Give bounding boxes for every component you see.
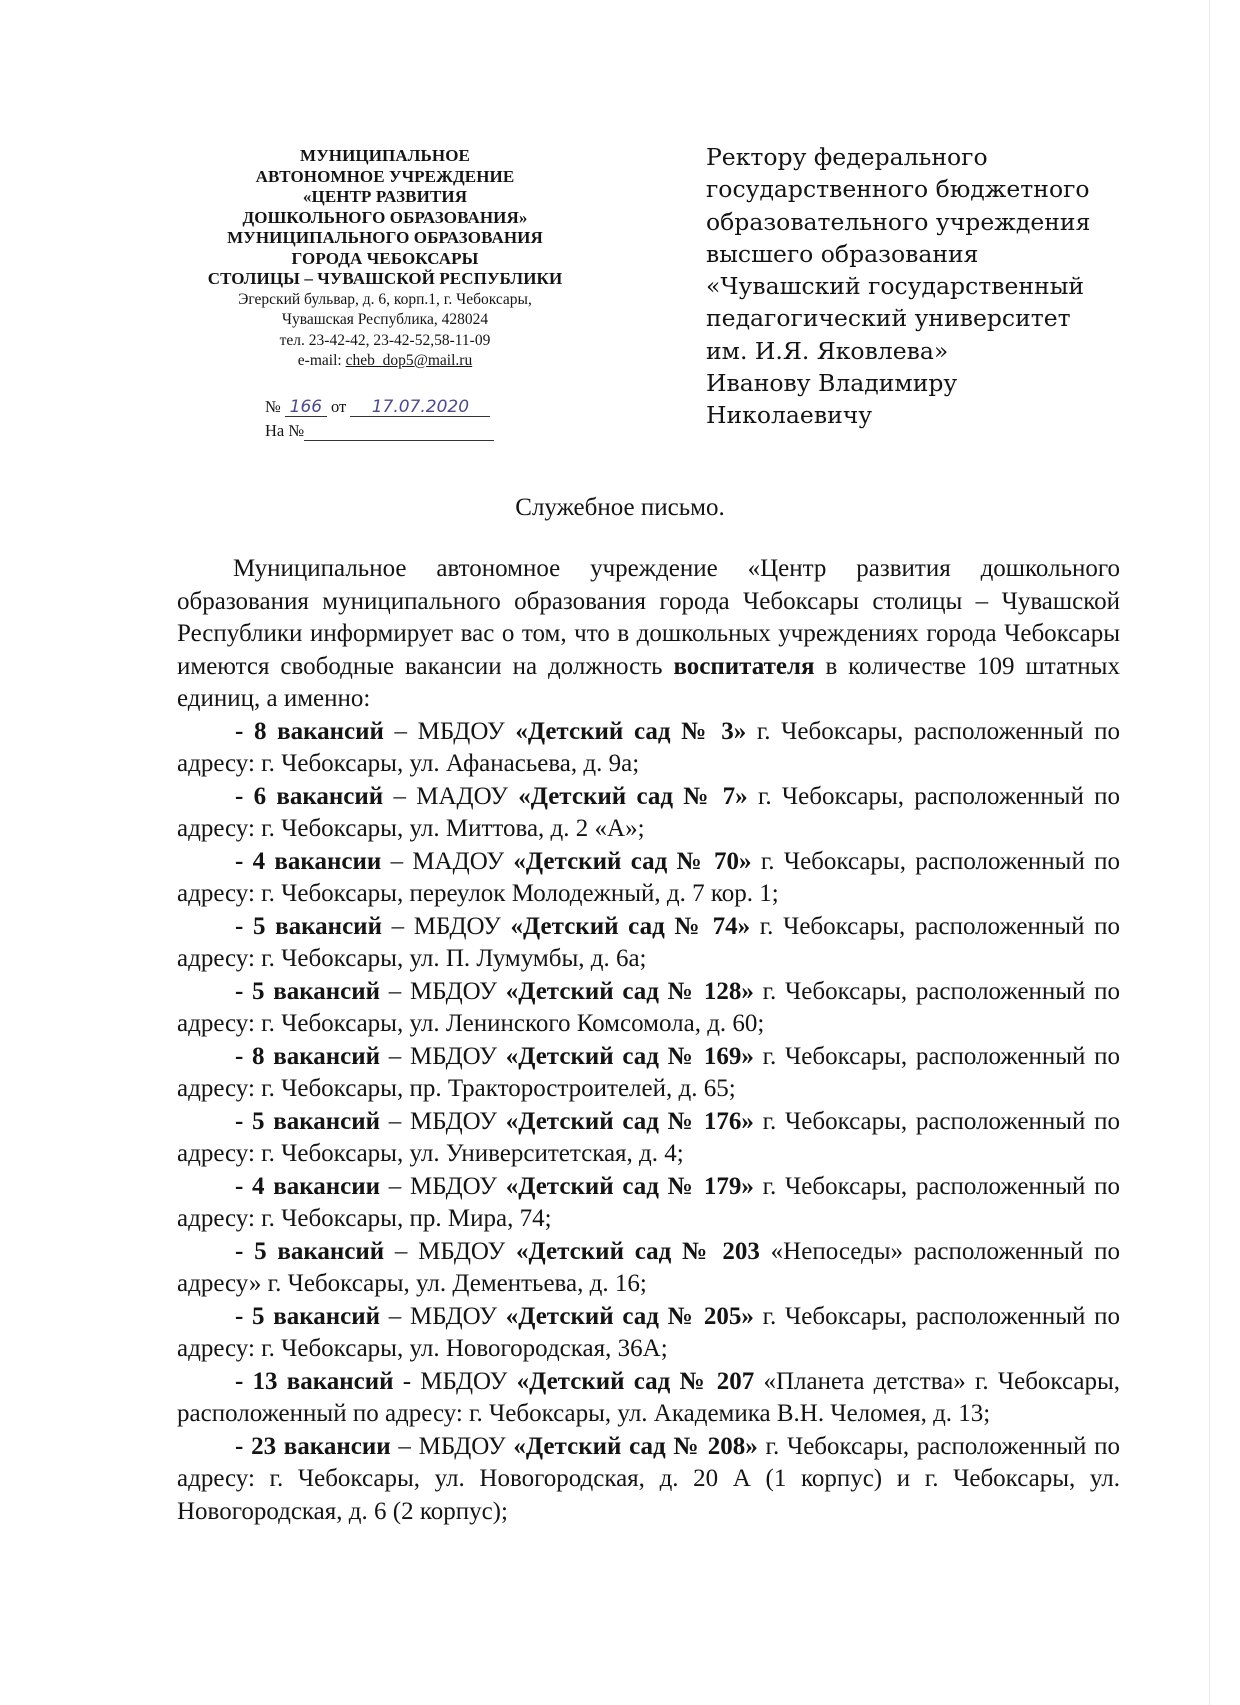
vacancy-item — [177, 846, 1120, 911]
ref-label: На № — [265, 421, 305, 440]
reg-date-label: от — [331, 397, 347, 416]
vacancy-name: «Детский сад № 179» — [505, 1172, 754, 1200]
addressee-line-5: «Чувашский государственный — [706, 272, 1085, 301]
vacancy-count: - 4 вакансии — [235, 847, 382, 875]
vacancy-name: «Детский сад № 205» — [505, 1302, 754, 1330]
vacancy-type: – МБДОУ — [380, 1107, 506, 1135]
sender-org-line-3: «ЦЕНТР РАЗВИТИЯ — [302, 187, 468, 206]
vacancy-address: г. Чебоксары, расположенный по адресу: г. Чебоксары, пр. Мира, 74; — [177, 1172, 1120, 1232]
vacancy-address: г. Чебоксары, расположенный по адресу: г. Чебоксары, переулок Молодежный, д. 7 кор. 1; — [177, 847, 1121, 907]
sender-email-label: e-mail: — [297, 352, 346, 369]
vacancy-address: г. Чебоксары, расположенный по адресу: г. Чебоксары, ул. Миттова, д. 2 «А»; — [177, 782, 1120, 842]
vacancy-type: – МБДОУ — [383, 717, 516, 745]
vacancy-count: - 8 вакансий — [235, 717, 384, 745]
vacancy-address: «Планета детства» г. Чебоксары, расположенный по адресу: г. Чебоксары, ул. Академика В.Н. Челомея, д. 13; — [177, 1367, 1120, 1427]
vacancy-address: г. Чебоксары, расположенный по адресу: г. Чебоксары, ул. Новогородская, 36А; — [177, 1302, 1120, 1362]
addressee-line-9: Николаевичу — [706, 401, 873, 430]
sender-address-line-2: Чувашская Республика, 428024 — [281, 311, 489, 328]
vacancy-count: - 23 вакансии — [235, 1432, 391, 1460]
vacancy-item — [177, 1171, 1120, 1236]
vacancy-address: г. Чебоксары, расположенный по адресу: г. Чебоксары, ул. П. Лумумбы, д. 6а; — [177, 912, 1120, 972]
intro-paragraph — [177, 553, 1120, 716]
addressee-line-3: образовательного учреждения — [706, 207, 1091, 236]
vacancy-name: «Детский сад № 203 — [515, 1237, 760, 1265]
addressee-line-1: Ректору федерального — [706, 143, 988, 171]
vacancy-type: – МБДОУ — [380, 1172, 506, 1200]
vacancy-name: «Детский сад № 128» — [505, 977, 754, 1005]
sender-org-line-5: МУНИЦИПАЛЬНОГО ОБРАЗОВАНИЯ — [227, 228, 543, 247]
reg-no-handwritten: 166 — [285, 398, 327, 417]
vacancy-type: – МБДОУ — [390, 1432, 514, 1460]
vacancy-type: – МБДОУ — [380, 977, 506, 1005]
reg-date-handwritten: 17.07.2020 — [350, 398, 490, 417]
sender-org-line-7: СТОЛИЦЫ – ЧУВАШСКОЙ РЕСПУБЛИКИ — [207, 269, 563, 288]
vacancy-item — [177, 1236, 1120, 1301]
vacancy-count: - 6 вакансий — [235, 782, 384, 810]
vacancy-name: «Детский сад № 176» — [505, 1107, 754, 1135]
sender-letterhead — [170, 146, 600, 372]
vacancy-type: - МБДОУ — [393, 1367, 517, 1395]
vacancy-address: г. Чебоксары, расположенный по адресу: г. Чебоксары, ул. Университетская, д. 4; — [177, 1107, 1120, 1167]
registration-row — [265, 397, 525, 417]
vacancy-address: г. Чебоксары, расположенный по адресу: г. Чебоксары, пр. Тракторостроителей, д. 65; — [177, 1042, 1120, 1102]
vacancy-name: «Детский сад № 3» — [515, 717, 747, 745]
vacancy-address: «Непоседы» расположенный по адресу» г. Чебоксары, ул. Дементьева, д. 16; — [177, 1237, 1120, 1297]
vacancy-type: – МАДОУ — [383, 782, 519, 810]
vacancy-item — [177, 1431, 1120, 1529]
vacancy-name: «Детский сад № 208» — [513, 1432, 758, 1460]
vacancy-count: - 13 вакансий — [235, 1367, 394, 1395]
addressee-line-4: высшего образования — [706, 239, 979, 268]
reference-row — [265, 421, 494, 441]
addressee-line-6: педагогический университет — [706, 304, 1071, 333]
sender-org-line-6: ГОРОДА ЧЕБОКСАРЫ — [291, 248, 479, 268]
addressee-line-8: Иванову Владимиру — [706, 369, 958, 398]
vacancy-address: г. Чебоксары, расположенный по адресу: г. Чебоксары, ул. Новогородская, д. 20 А (1 корпус) и г. Чебоксары, ул. Новогородская, д. 6 (2 корпус); — [177, 1432, 1120, 1525]
reg-no-label: № — [265, 397, 281, 416]
vacancy-count: - 5 вакансий — [235, 1237, 385, 1265]
vacancy-name: «Детский сад № 207 — [516, 1367, 755, 1395]
sender-org-line-4: ДОШКОЛЬНОГО ОБРАЗОВАНИЯ» — [242, 207, 528, 227]
intro-text-before: Муниципальное автономное учреждение «Центр развития дошкольного образования муниципального образования города Чебоксары столицы – Чувашской Республики информирует вас о том, что в дошкольных учреждениях города Чебоксары имеются свободные вакансии на должность — [177, 555, 1120, 680]
addressee-line-2: государственного бюджетного — [706, 175, 1090, 204]
vacancy-name: «Детский сад № 7» — [518, 782, 748, 810]
vacancy-count: - 8 вакансий — [235, 1042, 381, 1070]
ref-blank-line — [304, 424, 494, 441]
vacancy-item — [177, 911, 1120, 976]
letter-body — [177, 553, 1120, 1528]
vacancy-type: – МБДОУ — [384, 1237, 516, 1265]
sender-phone: тел. 23-42-42, 23-42-52,58-11-09 — [279, 331, 491, 349]
vacancy-item — [177, 1366, 1120, 1431]
sender-email-link[interactable]: cheb_dop5@mail.ru — [345, 352, 473, 369]
vacancy-count: - 5 вакансий — [235, 1302, 381, 1330]
intro-position: воспитателя — [673, 652, 815, 680]
scan-edge-line — [1209, 0, 1210, 1705]
vacancy-item — [177, 1041, 1120, 1106]
intro-text-after: в количестве 109 штатных единиц, а именно: — [177, 652, 1120, 712]
vacancy-count: - 5 вакансий — [235, 912, 382, 940]
vacancy-name: «Детский сад № 70» — [513, 847, 752, 875]
vacancy-name: «Детский сад № 169» — [505, 1042, 754, 1070]
vacancy-type: – МБДОУ — [381, 912, 511, 940]
vacancy-address: г. Чебоксары, расположенный по адресу: г. Чебоксары, ул. Афанасьева, д. 9а; — [177, 717, 1120, 777]
vacancy-type: – МБДОУ — [380, 1302, 506, 1330]
vacancy-name: «Детский сад № 74» — [510, 912, 751, 940]
vacancy-type: – МАДОУ — [381, 847, 514, 875]
sender-org-line-2: АВТОНОМНОЕ УЧРЕЖДЕНИЕ — [255, 166, 515, 186]
sender-email-row — [170, 351, 600, 372]
addressee-line-7: им. И.Я. Яковлева» — [706, 336, 949, 365]
sender-org-line-1: МУНИЦИПАЛЬНОЕ — [300, 146, 470, 165]
sender-address-line-1: Эгерский бульвар, д. 6, корп.1, г. Чебоксары, — [238, 290, 532, 308]
vacancy-item — [177, 716, 1120, 781]
vacancy-item — [177, 781, 1120, 846]
vacancy-address: г. Чебоксары, расположенный по адресу: г. Чебоксары, ул. Ленинского Комсомола, д. 60; — [177, 977, 1120, 1037]
addressee-block — [706, 141, 1126, 432]
vacancy-item — [177, 1106, 1120, 1171]
vacancy-item — [177, 976, 1120, 1041]
vacancy-item — [177, 1301, 1120, 1366]
vacancy-count: - 5 вакансий — [235, 1107, 381, 1135]
document-title: Служебное письмо. — [515, 494, 725, 521]
vacancy-count: - 5 вакансий — [235, 977, 381, 1005]
vacancy-type: – МБДОУ — [380, 1042, 506, 1070]
vacancy-count: - 4 вакансии — [235, 1172, 381, 1200]
